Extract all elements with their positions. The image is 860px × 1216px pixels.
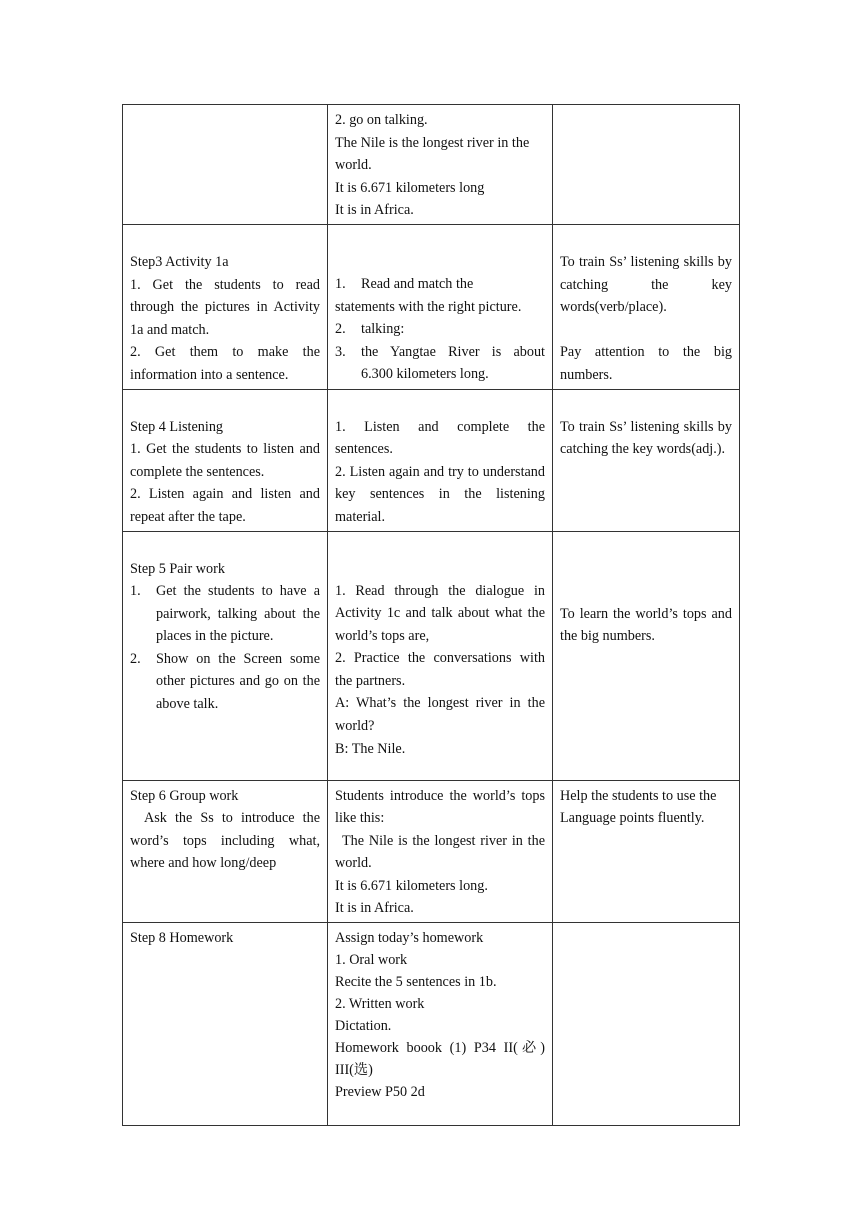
purpose-cell (553, 224, 740, 389)
activity-line: Homework boook (1) P34 II(必) III(选) (335, 1040, 545, 1079)
purpose-cell (553, 389, 740, 531)
step-cell (123, 923, 328, 1126)
step-title: Step 5 Pair work (130, 560, 225, 577)
activity-line: It is in Africa. (335, 900, 414, 917)
activity-line: world. (335, 157, 372, 174)
table-row (123, 224, 740, 389)
purpose-cell (553, 780, 740, 923)
step-title: Step 8 Homework (130, 930, 234, 947)
activity-line: The Nile is the longest river in the world. (335, 832, 545, 872)
table-row (123, 389, 740, 531)
activity-line: 1. Read through the dialogue in Activity 1c and talk about what the world’s tops are, (335, 582, 545, 644)
list-item: 2. Show on the Screen some other pictures and go on the above talk. (130, 650, 320, 713)
list-item: 1. Read and match the (335, 275, 474, 292)
activity-line: 2. Written work (335, 996, 425, 1013)
activity-line: It is 6.671 kilometers long (335, 179, 485, 196)
activity-line: 2. Practice the conversations with the partners. (335, 650, 545, 689)
purpose-line: To train Ss’ listening skills by catching the key words(verb/place). (560, 253, 732, 316)
table-row (123, 531, 740, 780)
activity-line: 2. go on talking. (335, 112, 428, 128)
step-cell (123, 105, 328, 225)
activity-cell (328, 105, 553, 225)
step-cell (123, 780, 328, 923)
purpose-line: To train Ss’ listening skills by catching the key words(adj.). (560, 418, 732, 458)
activity-line: Preview P50 2d (335, 1084, 425, 1101)
activity-cell (328, 224, 553, 389)
activity-line: The Nile is the longest river in the (335, 134, 530, 151)
step-cell (123, 389, 328, 531)
step-line: 2. Get them to make the information into a sentence. (130, 344, 320, 383)
activity-cell (328, 780, 553, 923)
activity-line: It is 6.671 kilometers long. (335, 877, 488, 894)
step-line: 1. Get the students to read through the pictures in Activity 1a and match. (130, 276, 320, 338)
activity-line: B: The Nile. (335, 740, 406, 757)
activity-line: Recite the 5 sentences in 1b. (335, 974, 497, 991)
table-row (123, 105, 740, 225)
purpose-cell (553, 531, 740, 780)
lesson-plan-table (122, 104, 740, 1126)
step-line: Ask the Ss to introduce the word’s tops including what, where and how long/deep (130, 810, 320, 872)
step-line: 1. Get the students to listen and complete the sentences. (130, 441, 320, 480)
step-title: Step 6 Group work (130, 787, 239, 804)
list-item: 1. Get the students to have a pairwork, talking about the places in the picture. (130, 583, 320, 645)
activity-cell (328, 389, 553, 531)
activity-line: 1. Oral work (335, 952, 408, 969)
activity-cell (328, 531, 553, 780)
purpose-line: Help the students to use the Language points fluently. (560, 787, 717, 827)
purpose-line: To learn the world’s tops and the big numbers. (560, 605, 732, 645)
purpose-line: Pay attention to the big numbers. (560, 344, 732, 383)
activity-line: 2. Listen again and try to understand key sentences in the listening material. (335, 463, 545, 525)
activity-line: Dictation. (335, 1018, 392, 1035)
purpose-cell (553, 105, 740, 225)
list-item: 3. the Yangtae River is about 6.300 kilometers long. (335, 343, 545, 383)
step-cell (123, 531, 328, 780)
list-item: 2. talking: (335, 321, 405, 338)
step-title: Step3 Activity 1a (130, 253, 229, 270)
activity-line: statements with the right picture. (335, 298, 522, 315)
activity-line: It is in Africa. (335, 202, 414, 219)
purpose-cell (553, 923, 740, 1126)
activity-line: 1. Listen and complete the sentences. (335, 418, 545, 458)
step-cell (123, 224, 328, 389)
step-line: 2. Listen again and listen and repeat after the tape. (130, 486, 320, 525)
activity-line: A: What’s the longest river in the world? (335, 695, 545, 735)
table-row (123, 780, 740, 923)
activity-line: Assign today’s homework (335, 930, 484, 947)
activity-line: Students introduce the world’s tops like this: (335, 787, 545, 827)
activity-cell (328, 923, 553, 1126)
step-title: Step 4 Listening (130, 418, 224, 435)
table-row (123, 923, 740, 1126)
